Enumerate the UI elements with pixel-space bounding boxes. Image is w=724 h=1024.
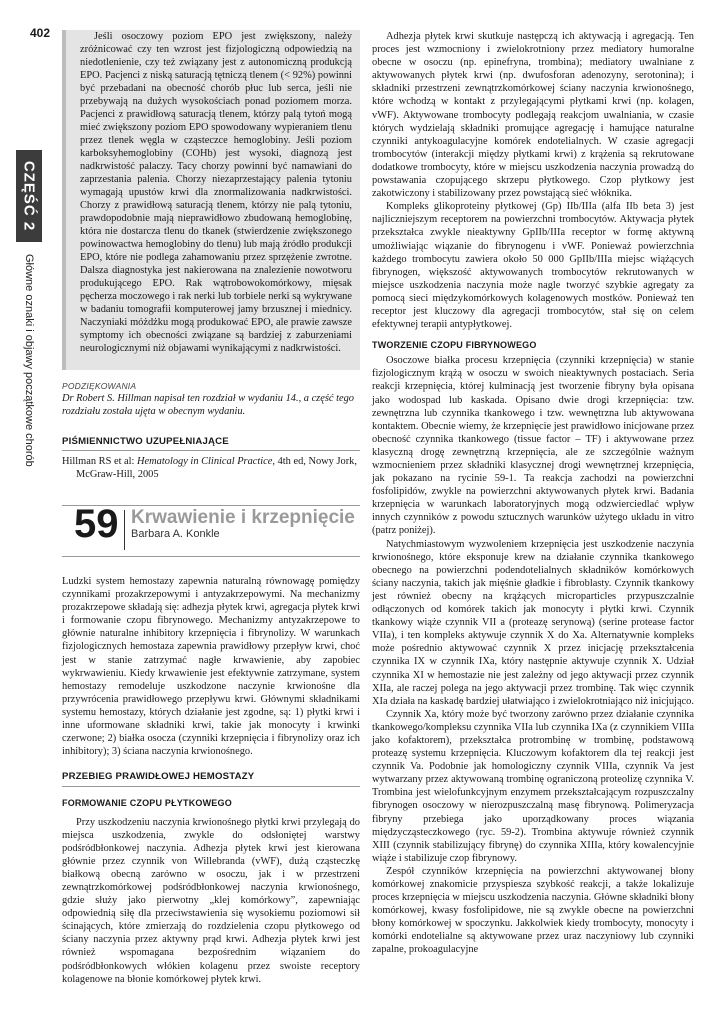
info-box-text: Jeśli osoczowy poziom EPO jest zwiększony, należy zróżnicować czy ten wzrost jest fizjologiczną odpowiedzią na niedotlenienie, czy też związany jest z autonomiczną produkcją EPO. Pacjenci z niską saturacją tętniczą tlenem (< 92%) powinni być przebadani na obecność chorób płuc lub serca, jeśli nie przebywają na dużych wysokościach ponad poziomem morza. Pacjenci z prawidłową saturacją tlenem, którzy palą tytoń mogą mieć zwiększony poziom EPO spowodowany wypieraniem tlenu przez tlenek węgla w cząsteczce hemoglobiny. Jeśli poziom karboksyhemoglobiny (COHb) jest wysoki, diagnozą jest nadkrwistość palaczy. Tacy chorzy powinni być namawiani do zaprzestania palenia. Chorzy niezaprzestający palenia tytoniu wymagają upustów krwi dla znormalizowania nadkrwistości. Chorzy z prawidłową saturacją tlenem, którzy nie palą tytoniu, prawdopodobnie mają nieprawidłowo zbudowaną hemoglobinę, która nie dostarcza tlenu do tkanek (stwierdzenie zwiększonego powinowactwa hemoglobiny do tlenu) lub mają źródło produkcji EPO, które nie podlega zahamowaniu przez sprzężenie zwrotne. Dalsza diagnostyka jest nakierowana na znalezienie nowotworu produkującego EPO. Rak wątrobowokomórkowy, mięsak pęcherza moczowego i rak nerki lub torbiele nerki są wykrywane w badaniu tomografii komputerowej jamy brzusznej i miednicy. Naczyniaki móżdżku mogą produkować EPO, ale prawie zawsze symptomy ich obecności związane są bardziej z zaburzeniami neurologicznymi niż objawami wynikającymi z nadkrwistości.: [80, 31, 352, 354]
intro-paragraph: Ludzki system hemostazy zapewnia naturalną równowagę pomiędzy czynnikami prozakrzepowymi i antyzakrzepowymi. Na mechanizmy prozakrzepowe składają się: adhezja płytek krwi, agregacja płytek krwi i formowanie czopu fibrynowego. Mechanizmy antyzakrzepowe to głównie naturalne inhibitory krzepnięcia i fibrynolizy. W warunkach fizjologicznych hemostaza zapewnia prawidłowy przepływ krwi, choć jest w stanie zatrzymać nagłe krwawienie, aby zapobiec wykrwawieniu. Kiedy krwawienie jest efektywnie zatrzymane, system hemostazy remodeluje uszkodzone naczynie krwionośne dla przywrócenia prawidłowego przepływu krwi. Głównymi składnikami systemu hemostazy, których działanie jest zgodne, są: 1) płytki krwi i inne uformowane składniki krwi, takie jak monocyty i krwinki czerwone; 2) białka osocza (czynniki krzepnięcia i fibrynolizy oraz ich inhibitory); 3) ściana naczynia krwionośnego.: [62, 576, 360, 758]
left-column-body: [62, 575, 360, 986]
bibliography-rule: [62, 450, 360, 451]
chapter-author: Barbara A. Konkle: [131, 528, 220, 540]
part-tab: [16, 150, 42, 242]
right-paragraph-3: Osoczowe białka procesu krzepnięcia (czynniki krzepnięcia) w stanie fizjologicznym krążą w osoczu w swoich nieaktywnych postaciach. Seria reakcji krzepnięcia, której kulminacją jest tworzenie fibryny była opisana jako wodospad lub kaskada. Opisano dwie drogi krzepnięcia: tzw. zewnętrzna lub czynnika tkankowego i tzw. wewnętrzna lub aktywowana kontaktem. Obecnie wiemy, że krzepnięcie jest prawidłowo inicjowane przez obecność czynnika tkankowego (tissue factor – TF) i aktywowane przez klasyczną drogę zewnętrzną krzepnięcia, ale ze szczególnie ważnym wzmocnieniem przez składniki klasycznej drogi wewnętrznej krzepnięcia, jak pokazano na rycinie 59-1. Ta reakcja zachodzi na powierzchni fosfolipidów, zwykle na powierzchni aktywowanych płytek krwi. Badania krzepnięcia w warunkach laboratoryjnych mogą odzwierciedlać wpływ innych czynników z powodu sztucznych warunków użytego układu in vitro (patrz poniżej).: [372, 355, 694, 537]
page-number: 402: [30, 26, 51, 40]
chapter-number: 59: [74, 502, 119, 546]
right-paragraph-4: Natychmiastowym wyzwoleniem krzepnięcia jest uszkodzenie naczynia krwionośnego, które eksponuje krew na działanie czynnika tkankowego obecnego na powierzchni podendotelialnych składników komórkowych ściany naczynia, takich jak mięśnie gładkie i fibroblasty. Czynnik tkankowy jest również obecny na krążących microparticles przypuszczalnie odłączonych od komórek takich jak monocyty i płytki krwi. Czynnik tkankowy wiąże czynnik VII a (proteazę serynową) (serine protease factor VIIa), i ten kompleks aktywuje czynnik X do Xa. Alternatywnie kompleks może pośrednio aktywować czynnik X przez inicjację przekształcenia czynnika IX w czynnik IXa, który następnie aktywuje czynnik X. Udział czynnika XI w hemostazie nie jest zależny od jego aktywacji przez czynnik XIIa, ale raczej polega na jego aktywacji przez trombinę. Tak więc czynnik XIa działa na kaskadę bardziej ułatwiająco i zwielokrotniająco niż inicjująco.: [372, 538, 694, 707]
bib-title: Hematology in Clinical Practice: [137, 456, 273, 467]
acknowledgment-text: Dr Robert S. Hillman napisał ten rozdział w wydaniu 14., a część tego rozdziału została ujęta w obecnym wydaniu.: [62, 393, 354, 417]
part-subtitle: Główne oznaki i objawy początkowe chorób: [23, 254, 35, 467]
bib-authors: Hillman RS et al:: [62, 456, 138, 467]
right-column-body: [372, 30, 694, 957]
platelet-paragraph: Przy uszkodzeniu naczynia krwionośnego płytki krwi przylegają do miejsca uszkodzenia, zwykle do odsłoniętej warstwy podśródbłonkowej naczynia. Adhezja płytek krwi jest kierowana głównie przez czynnik von Willebranda (vWF), dużą cząsteczkę białkową obecną zarówno w osoczu, jak i w przestrzeni zewnątrzkomórkowej podśródbłonkowej naczynia krwionośnego, gdzie służy jako pierwotny „klej komórkowy”, zapewniając odpowiednią siłę dla przeciwstawienia się wysokiemu poziomowi sił ścinających, które zmierzają do rozdzielenia czopu płytkowego od ściany naczynia przez aktywny prąd krwi. Adhezja płytek krwi jest również wspomagana bezpośrednim wiązaniem do podśródbłonkowych włókien kolagenu przez swoiste receptory kolagenowe na błonie komórkowej płytek krwi.: [62, 816, 360, 985]
right-paragraph-5: Czynnik Xa, który może być tworzony zarówno przez działanie czynnika tkankowego/kompleksu czynnika VIIa lub czynnika IXa (z czynnikiem VIIIa jako kofaktorem), przekształca protrombinę w trombinę, podstawową proteazę systemu krzepnięcia. Kluczowym kofaktorem dla tej reakcji jest czynnik Va. Podobnie jak homologiczny czynnik VIIIa, czynnik Va jest wytwarzany przez aktywowaną trombinę ograniczoną proteolizę czynnika V. Trombina jest wielofunkcyjnym enzymem przekształcającym rozpuszczalny fibrynogen osoczowy w nierozpuszczalną masę fibrynową. Polimeryzacja fibryny przebiega jako uporządkowany proces wiązania międzycząsteczkowego (ryc. 59-2). Trombina aktywuje również czynnik XIII (czynnik stabilizujący fibrynę) do czynnika XIIIa, który kowalencyjnie wiąże i stabilizuje czop fibrynowy.: [372, 708, 694, 864]
bibliography-heading: PIŚMIENNICTWO UZUPEŁNIAJĄCE: [62, 436, 229, 447]
acknowledgment-heading: PODZIĘKOWANIA: [62, 381, 137, 391]
chapter-title: Krwawienie i krzepnięcie: [131, 507, 355, 528]
info-box: [62, 30, 360, 370]
right-paragraph-1: Adhezja płytek krwi skutkuje następczą ich aktywacją i agregacją. Ten proces jest wzmocniony i zwielokrotniony przez mediatory humoralne obecne w osoczu (np. epinefryna, trombina); mediatory uwalniane z aktywowanych płytek krwi (np. dwufosforan adenozyny, serotonina); i składniki przestrzeni zewnątrzkomórkowej ściany naczynia krwionośnego, które wchodzą w kontakt z przylegającymi płytkami krwi (np. kolagen, vWF). Aktywowane trombocyty podlegają reakcjom uwalniania, w czasie których wydzielają składniki promujące agregację i hamujące naturalne czynniki antykoagulacyjne komórek endotelialnych. W czasie agregacji trombocytów (interakcji między płytkami krwi) z krążenia są rekrutowane dodatkowe trombocyty, które w miejscu uszkodzenia naczynia prowadzą do powstawania czopującego skrzepu płytkowego. Czop płytkowy jest zakotwiczony i stabilizowany przez powstającą sieć włóknika.: [372, 31, 694, 200]
right-paragraph-6: Zespół czynników krzepnięcia na powierzchni aktywowanej błony komórkowej znakomicie przyspiesza szybkość reakcji, a także lokalizuje proces krzepnięcia w miejscu uszkodzenia naczynia. Główne składniki błony komórkowej, kwasy fosfolipidowe, nie są zwykle obecne na powierzchni błony komórkowej w spoczynku. Jakkolwiek kiedy trombocyty, monocyty i komórki endotelialne są aktywowane przez uraz naczyniowy lub czynniki zapalne, prokoagulacyjne: [372, 865, 694, 956]
bib-rest: , 4th ed, Nowy Jork, McGraw-Hill, 2005: [76, 456, 357, 480]
right-paragraph-2: Kompleks glikoproteiny płytkowej (Gp) IIb/IIIa (alfa IIb beta 3) jest najliczniejszym receptorem na powierzchni trombocytów. Aktywacja płytek przekształca zwykle nieaktywny GpIIb/IIIa receptor w formę aktywną umożliwiając wiązanie do fibrynogenu i vWF. Ponieważ powierzchnia każdego trombocytu zawiera około 50 000 GpIIb/IIIa miejsc wiążących fibrynogen, większość aktywowanych trombocytów rekrutowanych w miejsce uszkodzenia naczynia może nagle tworzyć szybkie agregaty za pomocą sieci międzykomórkowych kolagenowych mostków. Ponieważ ten receptor jest kluczowy dla agregacji trombocytów, stał się on celem efektywnej terapii antypłytkowej.: [372, 201, 694, 331]
chapter-divider: [124, 510, 125, 550]
subsection-heading-platelet-plug: FORMOWANIE CZOPU PŁYTKOWEGO: [62, 798, 232, 809]
part-label: CZĘŚĆ 2: [20, 160, 38, 232]
bibliography-entry: [62, 456, 360, 481]
subsection-heading-fibrin-plug: TWORZENIE CZOPU FIBRYNOWEGO: [372, 340, 537, 351]
section-heading-hemostasis: PRZEBIEG PRAWIDŁOWEJ HEMOSTAZY: [62, 770, 360, 787]
